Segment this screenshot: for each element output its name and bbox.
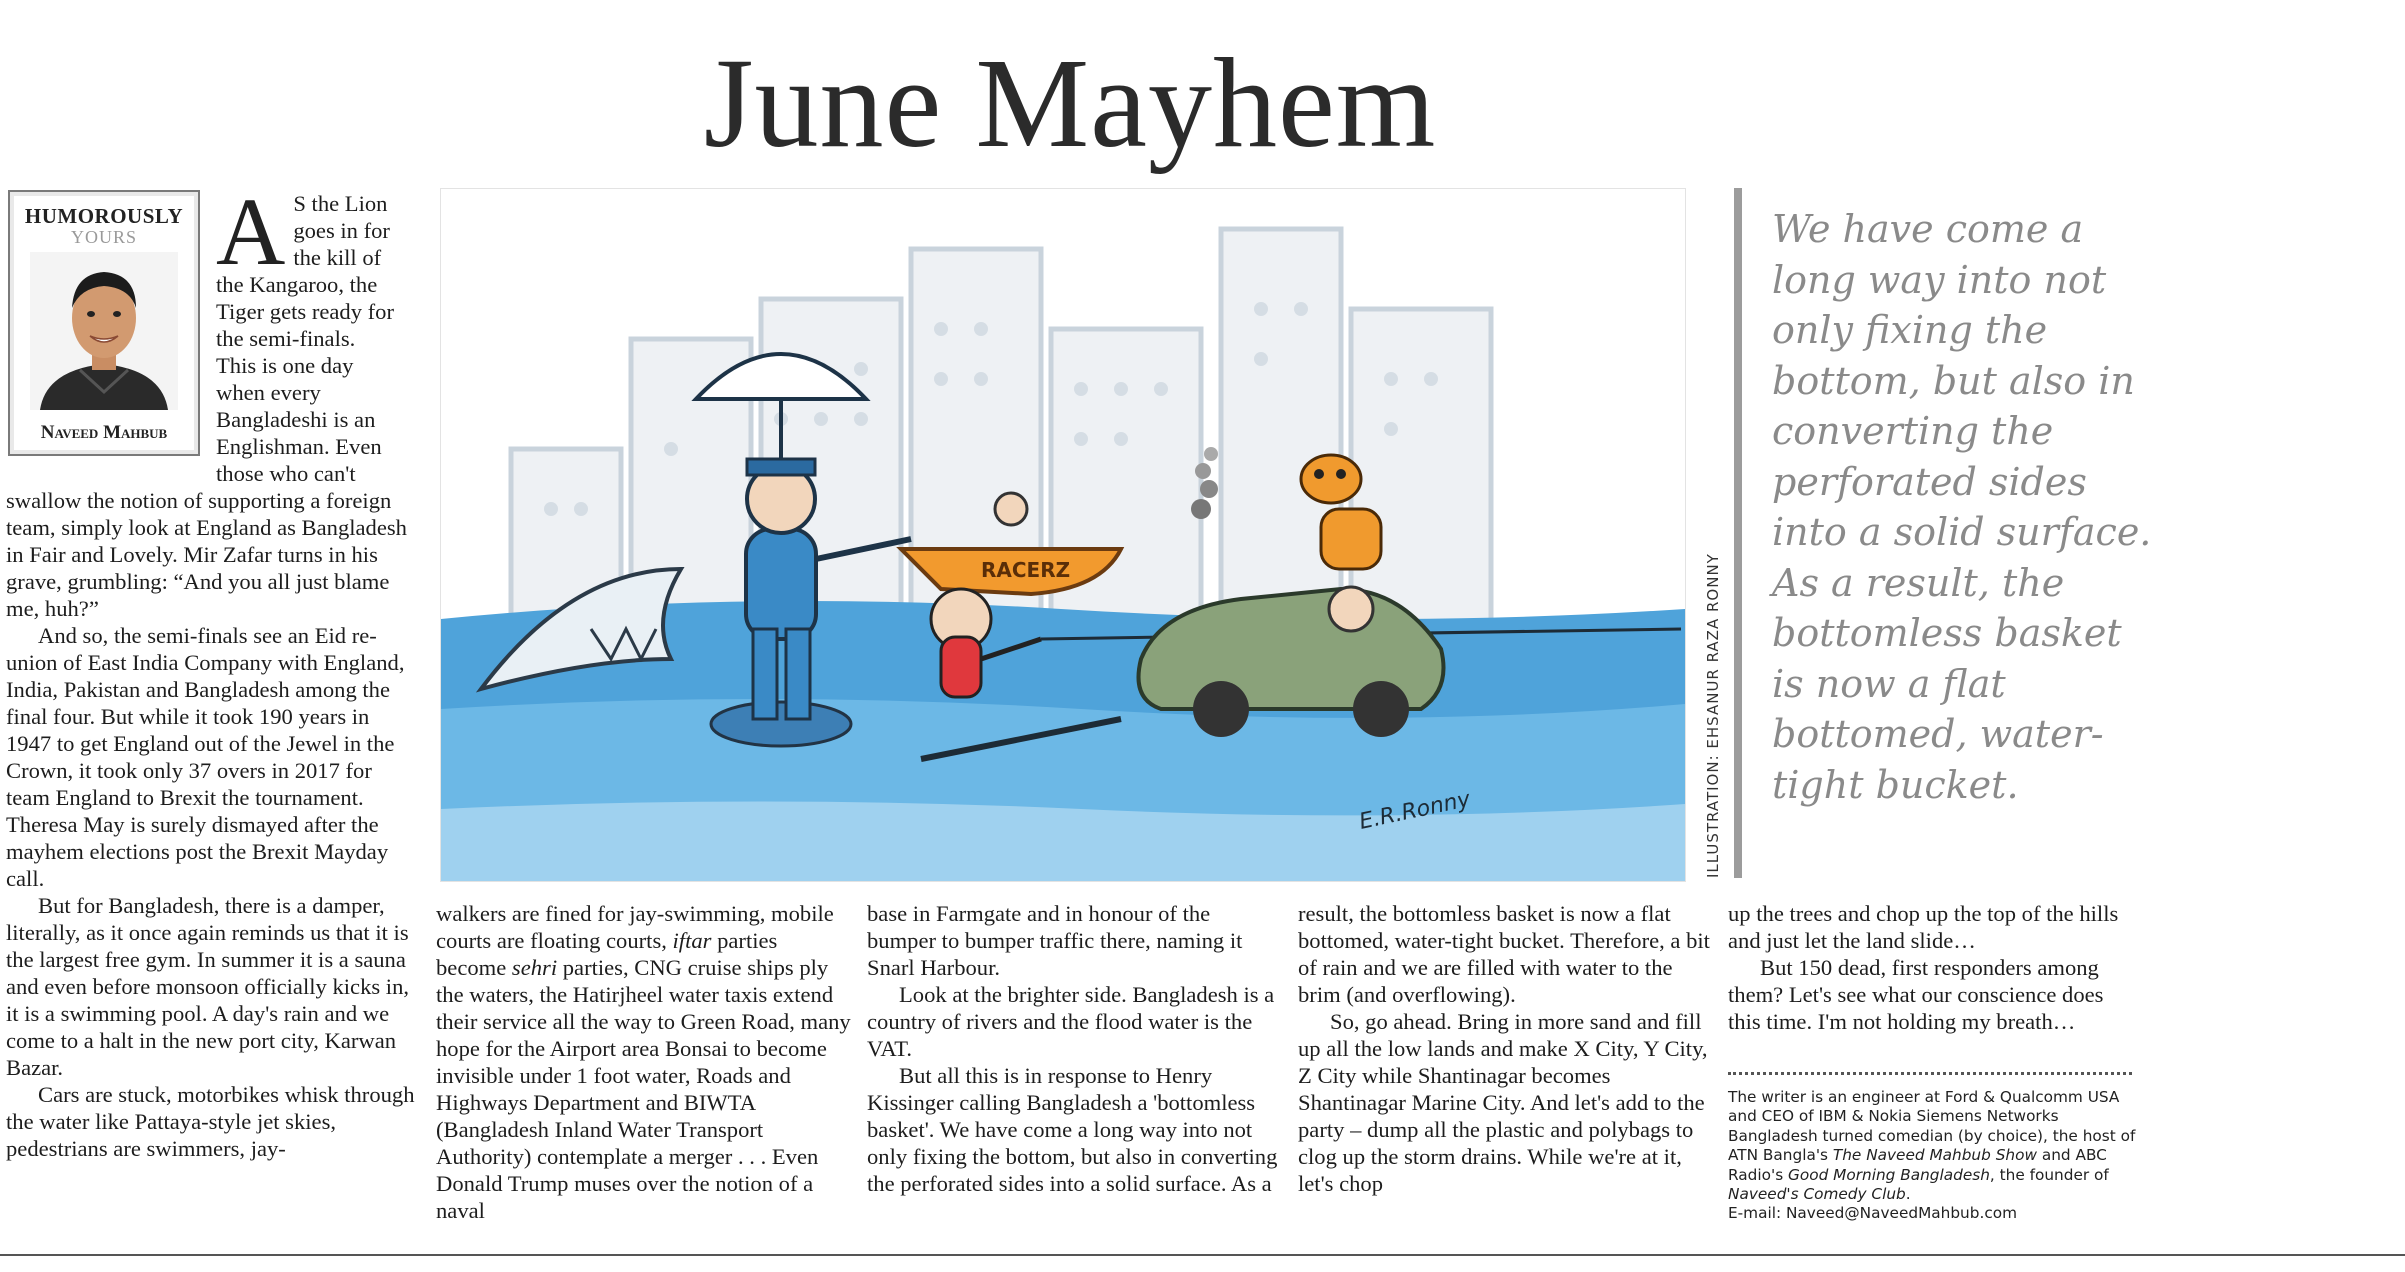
intro-line: the Kangaroo, the (216, 272, 378, 297)
paragraph: But all this is in response to Henry Kissinger calling Bangladesh a 'bottomless basket'. We have come a long way into not only fixing the bottom, but also in converting the perforated sides into a solid surface. As a (867, 1063, 1278, 1196)
paragraph: And so, the semi-finals see an Eid re-union of East India Company with England, India, Pakistan and Bangladesh among the final four. But while it took 190 years in 1947 to get England out of the Jewel in the Crown, it took only 37 overs in 2017 for team England to Brexit the tournament. Theresa May is surely dismayed after the mayhem elections post the Brexit Mayday call. (6, 623, 405, 891)
author-name: Naveed Mahbub (40, 422, 168, 443)
text-run: parties become (436, 928, 778, 980)
intro-line: those who can't (216, 461, 356, 486)
intro-line: Englishman. Even (216, 434, 382, 459)
pullquote-bar (1734, 188, 1742, 878)
paragraph: But for Bangladesh, there is a damper, literally, as it once again reminds us that it is the largest free gym. In summer it is a sauna and even before monsoon officially kicks in, it is a swimming pool. A day's rain and we come to a halt in the new port city, Karwan Bazar. (6, 893, 410, 1080)
article-column-1 (216, 178, 416, 487)
intro-line: when every (216, 380, 321, 405)
boat-label: RACERZ (981, 558, 1071, 582)
article-column-5 (1728, 900, 2140, 1035)
flood-cartoon-illustration (440, 188, 1686, 882)
intro-line: Bangladeshi is an (216, 407, 376, 432)
bio-text: The writer is an engineer at Ford & Qualcomm USA and CEO of IBM & Nokia Siemens Networks Bangladesh turned comedian (by choice), the host of ATN Bangla's (1728, 1088, 2136, 1165)
bio-text: and ABC Radio's (1728, 1146, 2107, 1184)
intro-line: the semi-finals. (216, 326, 356, 351)
column-title: HUMOROUSLY (24, 204, 184, 228)
intro-line: S the Lion (293, 191, 388, 216)
intro-line: Tiger gets ready for (216, 299, 394, 324)
author-email[interactable]: E-mail: Naveed@NaveedMahbub.com (1728, 1204, 2017, 1223)
headline: June Mayhem (703, 32, 1437, 174)
bio-show-title: The Naveed Mahbub Show (1832, 1146, 2037, 1165)
paragraph: But 150 dead, first responders among them? Let's see what our conscience does this time. I'm not holding my breath… (1728, 955, 2104, 1034)
author-bio (1728, 1088, 2138, 1224)
intro-line: goes in for (293, 218, 390, 243)
article-column-2 (436, 900, 852, 1224)
intro-line: This is one day (216, 353, 354, 378)
article-column-4 (1298, 900, 1710, 1197)
bio-club-title: Naveed's Comedy Club (1728, 1185, 1906, 1204)
author-photo (30, 252, 178, 410)
bio-text: , the founder of (1989, 1165, 2109, 1184)
illustration-credit-text: ILLUSTRATION: EHSANUR RAZA RONNY (1704, 553, 1722, 878)
drop-cap: A (216, 178, 286, 285)
italic-term: iftar (672, 928, 712, 953)
bio-radio-title: Good Morning Bangladesh (1788, 1165, 1990, 1184)
paragraph: Look at the brighter side. Bangladesh is a country of rivers and the flood water is the VAT. (867, 982, 1275, 1061)
text-run: walkers are fined for jay-swimming, mobile courts are floating courts, (436, 901, 834, 953)
pullquote: We have come a long way into not only fixing the bottom, but also in converting the perforated sides into a solid surface. As a result, the bottomless basket is now a flat bottomed, water-tight bucket. (1772, 207, 2152, 807)
bottom-rule (0, 1254, 2405, 1256)
article-column-3 (867, 900, 1279, 1197)
bio-text: . (1905, 1185, 1911, 1204)
paragraph: up the trees and chop up the top of the hills and just let the land slide… (1728, 901, 2119, 953)
paragraph: base in Farmgate and in honour of the bumper to bumper traffic there, naming it Snarl Harbour. (867, 901, 1243, 980)
illustration-credit (1690, 538, 1726, 878)
column-badge (8, 190, 200, 456)
paragraph: So, go ahead. Bring in more sand and fill up all the low lands and make X City, Y City, Z City while Shantinagar becomes Shantinagar Marine City. And let's add to the party – dump all the plastic and polybags to clog up the storm drains. While we're at it, let's chop (1298, 1009, 1708, 1196)
artist-signature: E.R.Ronny (1357, 786, 1473, 835)
article-column-1-lower (6, 487, 416, 1162)
intro-line: the kill of (293, 245, 382, 270)
paragraph: swallow the notion of supporting a foreign team, simply look at England as Bangladesh in Fair and Lovely. Mir Zafar turns in his grave, grumbling: “And you all just blame me, huh?” (6, 488, 407, 621)
column-subtitle: YOURS (70, 227, 137, 247)
paragraph: result, the bottomless basket is now a flat bottomed, water-tight bucket. Therefore, a bit of rain and we are filled with water to the brim (and overflowing). (1298, 901, 1710, 1007)
bio-divider (1728, 1072, 2132, 1075)
paragraph (436, 900, 852, 1224)
paragraph: Cars are stuck, motorbikes whisk through the water like Pattaya-style jet skies, pedestrians are swimmers, jay- (6, 1082, 415, 1161)
text-run: parties, CNG cruise ships ply the waters, the Hatirjheel water taxis extend their service all the way to Green Road, many hope for the Airport area Bonsai to become invisible under 1 foot water, Roads and Highways Department and BIWTA (Bangladesh Inland Water Transport Authority) contemplate a merger . . . Even Donald Trump muses over the notion of a naval (436, 955, 851, 1223)
italic-term: sehri (511, 955, 558, 980)
